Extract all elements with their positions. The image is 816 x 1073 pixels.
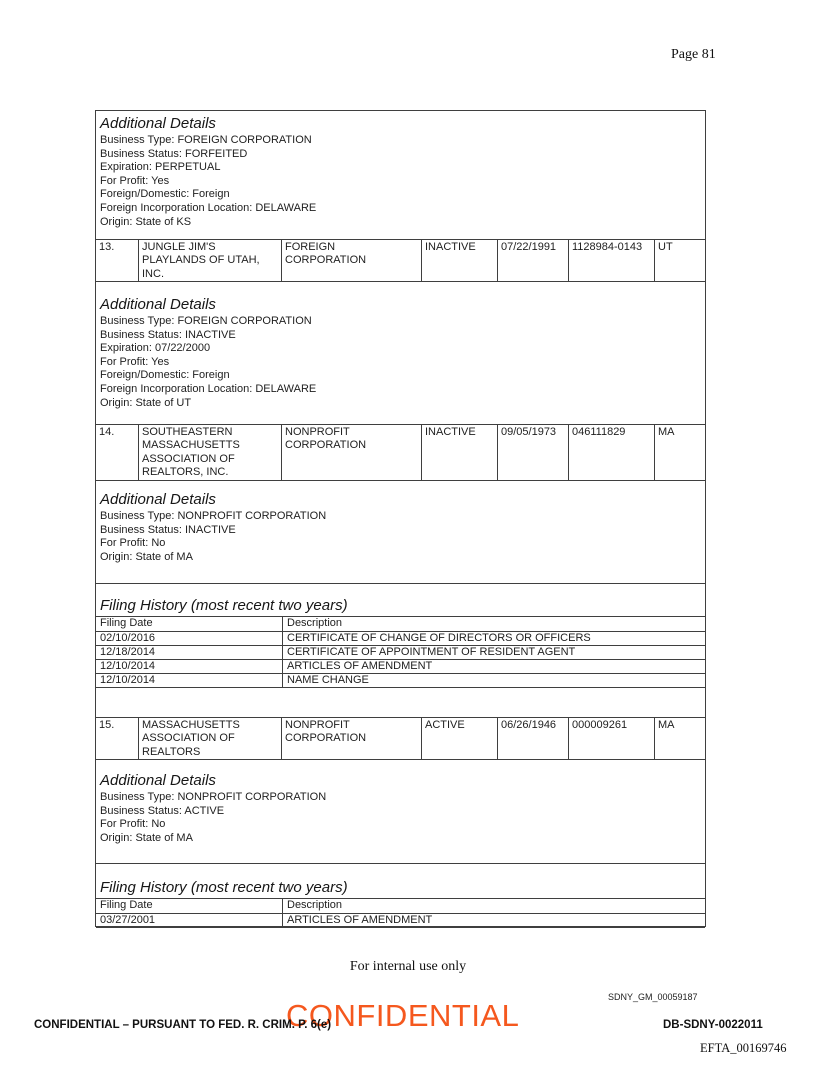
additional-details-heading: Additional Details — [100, 115, 216, 132]
detail-line: Business Type: FOREIGN CORPORATION — [100, 315, 312, 327]
detail-line: Foreign/Domestic: Foreign — [100, 188, 230, 201]
description-cell: ARTICLES OF AMENDMENT — [287, 660, 433, 672]
filing-date-cell: 12/18/2014 — [96, 646, 283, 659]
filing-history-section — [96, 597, 705, 704]
detail-line: Business Status: INACTIVE — [100, 328, 236, 341]
entity-type: NONPROFIT CORPORATION — [282, 425, 422, 480]
filing-date-cell: 02/10/2016 — [96, 632, 283, 645]
detail-line: Business Status: ACTIVE — [100, 804, 225, 817]
confidential-stamp: CONFIDENTIAL — [286, 998, 520, 1033]
filing-history-section — [96, 879, 705, 942]
description-header: Description — [287, 899, 343, 911]
entity-status: INACTIVE — [422, 240, 498, 281]
entity-date: 06/26/1946 — [498, 718, 569, 759]
section-spacer — [96, 704, 705, 717]
detail-line: Foreign Incorporation Location: DELAWARE — [100, 382, 317, 395]
page-number: Page 81 — [671, 47, 716, 62]
entity-status: INACTIVE — [422, 425, 498, 480]
additional-details-heading: Additional Details — [100, 296, 216, 313]
detail-line: For Profit: Yes — [100, 355, 170, 368]
description-cell: CERTIFICATE OF CHANGE OF DIRECTORS OR OFFICERS — [287, 632, 591, 644]
entity-status: ACTIVE — [422, 718, 498, 759]
entity-date: 07/22/1991 — [498, 240, 569, 281]
detail-line: Foreign/Domestic: Foreign — [100, 369, 230, 382]
additional-details-heading: Additional Details — [100, 772, 216, 789]
filing-history-row — [96, 674, 705, 688]
filing-history-table — [96, 616, 705, 688]
entity-type: FOREIGN CORPORATION — [282, 240, 422, 281]
detail-line: Business Type: FOREIGN CORPORATION — [100, 134, 312, 146]
detail-line: Business Status: INACTIVE — [100, 523, 236, 536]
detail-line: For Profit: No — [100, 818, 166, 831]
filing-history-heading: Filing History (most recent two years) — [100, 597, 348, 614]
bates-number-sdny-gm: SDNY_GM_00059187 — [608, 992, 698, 1002]
records-table — [95, 110, 706, 927]
entity-id: 1128984-0143 — [569, 240, 655, 281]
bates-number-db-sdny: DB-SDNY-0022011 — [663, 1019, 763, 1031]
entity-row — [96, 424, 705, 481]
detail-line: Origin: State of MA — [100, 550, 193, 563]
description-header: Description — [287, 617, 343, 629]
filing-history-header-row — [96, 617, 705, 632]
detail-line: For Profit: No — [100, 537, 166, 550]
detail-line: Business Type: NONPROFIT CORPORATION — [100, 791, 327, 803]
entity-number: 14. — [96, 425, 139, 480]
additional-details-heading: Additional Details — [100, 491, 216, 508]
confidential-legend: CONFIDENTIAL – PURSUANT TO FED. R. CRIM. P. 6(e) — [34, 1019, 332, 1031]
filing-history-header-row — [96, 899, 705, 914]
entity-row — [96, 239, 705, 282]
bates-number-efta: EFTA_00169746 — [700, 1041, 787, 1055]
filing-history-row — [96, 646, 705, 660]
entity-id: 046111829 — [569, 425, 655, 480]
filing-date-cell: 03/27/2001 — [96, 914, 283, 927]
additional-details-section — [96, 111, 705, 239]
filing-date-cell: 12/10/2014 — [96, 674, 283, 687]
detail-line: Origin: State of UT — [100, 396, 192, 409]
detail-line: Expiration: 07/22/2000 — [100, 342, 211, 355]
filing-history-row — [96, 632, 705, 646]
additional-details-section — [96, 481, 705, 584]
entity-type: NONPROFIT CORPORATION — [282, 718, 422, 759]
detail-line: Expiration: PERPETUAL — [100, 161, 221, 174]
detail-line: Business Type: NONPROFIT CORPORATION — [100, 510, 327, 522]
description-cell: CERTIFICATE OF APPOINTMENT OF RESIDENT AGENT — [287, 646, 576, 658]
detail-line: Business Status: FORFEITED — [100, 147, 248, 160]
filing-date-header: Filing Date — [96, 617, 283, 631]
filing-date-cell: 12/10/2014 — [96, 660, 283, 673]
description-cell: NAME CHANGE — [287, 674, 369, 686]
additional-details-section — [96, 282, 705, 424]
filing-history-row — [96, 914, 705, 928]
entity-row — [96, 717, 705, 760]
entity-number: 15. — [96, 718, 139, 759]
filing-history-heading: Filing History (most recent two years) — [100, 879, 348, 896]
description-cell: ARTICLES OF AMENDMENT — [287, 914, 433, 926]
entity-name: JUNGLE JIM'S PLAYLANDS OF UTAH, INC. — [139, 240, 282, 281]
detail-line: Foreign Incorporation Location: DELAWARE — [100, 201, 317, 214]
filing-date-header: Filing Date — [96, 899, 283, 913]
entity-date: 09/05/1973 — [498, 425, 569, 480]
internal-use-note: For internal use only — [349, 959, 467, 974]
entity-id: 000009261 — [569, 718, 655, 759]
entity-name: SOUTHEASTERN MASSACHUSETTS ASSOCIATION OF REALTORS, INC. — [139, 425, 282, 480]
detail-line: Origin: State of MA — [100, 831, 193, 844]
additional-details-section — [96, 760, 705, 864]
entity-name: MASSACHUSETTS ASSOCIATION OF REALTORS — [139, 718, 282, 759]
detail-line: For Profit: Yes — [100, 174, 170, 187]
detail-line: Origin: State of KS — [100, 215, 192, 228]
filing-history-table — [96, 898, 705, 928]
entity-number: 13. — [96, 240, 139, 281]
entity-state: MA — [658, 426, 675, 438]
entity-state: MA — [658, 719, 675, 731]
filing-history-row — [96, 660, 705, 674]
entity-state: UT — [658, 241, 673, 253]
